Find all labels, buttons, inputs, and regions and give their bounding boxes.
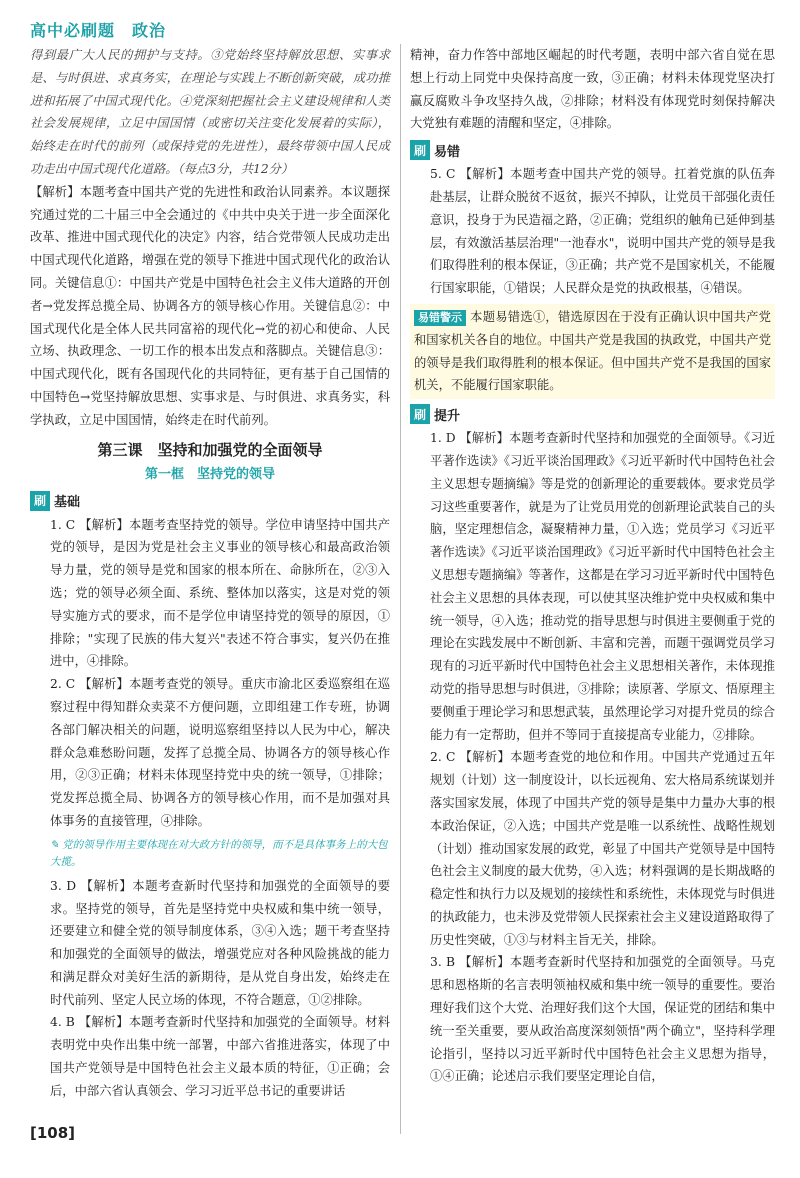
brush-icon: 刷 xyxy=(30,491,50,511)
page-number-value: 108 xyxy=(36,1124,69,1142)
question-1-text: 1. C 【解析】本题考查坚持党的领导。学位申请坚持中国共产党的领导，是因为党是社会主义事业的领导核心和最高政治领导力量，党的领导是党和国家的根本所在、命脉所在，②③入选；党的领导必须全面、系统、整体加以落实，这是对党的领导实施方式的要求，而不是学位申请坚持党的领导的原因，①排除；"实现了民族的伟大复兴"表述不符合事实，复兴仍在推进中，④排除。 xyxy=(50,517,390,669)
section-title: 第一框 坚持党的领导 xyxy=(144,466,275,482)
question-3-text: 3. D 【解析】本题考查新时代坚持和加强党的全面领导的要求。坚持党的领导，首先是坚持党中央权威和集中统一领导，还要建立和健全党的领导制度体系，③④入选；题干考查坚持和加强党的全面领导的做法，增强党应对各种风险挑战的能力和满足群众对美好生活的新期待，是从党自身出发，始终走在时代前列、坚定人民立场的体现，不符合题意，①②排除。 xyxy=(50,878,390,1007)
improve-question-3 xyxy=(410,951,775,1088)
tip-note xyxy=(50,837,390,871)
improve-question-1 xyxy=(410,427,775,746)
question-5-text: 5. C 【解析】本题考查中国共产党的领导。扛着党旗的队伍奔赴基层，让群众脱贫不返贫，振兴不掉队，让党员干部强化责任意识，投身于为民造福之路，②正确；党组织的触角已延伸到基层，有效激活基层治理"一池春水"，说明中国共产党的领导是我们取得胜利的根本保证，③正确；共产党不是国家机关，不能履行国家职能，①错误；人民群众是党的执政根基，④错误。 xyxy=(430,167,775,296)
error-label: 易错 xyxy=(434,144,461,160)
brush-icon: 刷 xyxy=(410,140,430,160)
question-3 xyxy=(30,875,390,1012)
improve-question-3-text: 3. B 【解析】本题考查新时代坚持和加强党的全面领导。马克思和恩格斯的名言表明领袖权威和集中统一领导的重要性。要治理好我们这个大党、治理好我们这个大国，保证党的团结和集中统一至关重要，要从政治高度深刻领悟"两个确立"，坚持科学理论指引，坚持以习近平新时代中国特色社会主义思想为指导，①④正确；论述启示我们要坚定理论自信， xyxy=(430,955,775,1084)
question-1 xyxy=(30,514,390,674)
basic-label: 基础 xyxy=(54,495,81,511)
question-4 xyxy=(30,1011,390,1102)
question-5 xyxy=(410,163,775,300)
question-2 xyxy=(30,673,390,833)
right-column xyxy=(410,44,775,1088)
error-warning-text: 本题易错选①，错选原因在于没有正确认识中国共产党和国家机关各自的地位。中国共产党是我国的执政党，中国共产党的领导是我们取得胜利的根本保证。但中国共产党不是我国的国家机关，不能履行国家职能。 xyxy=(414,309,771,393)
question-4-text: 4. B 【解析】本题考查新时代坚持和加强党的全面领导。材料表明党中央作出集中统一部署，中部六省推进落实，体现了中国共产党领导是中国特色社会主义最本质的特征，①正确；会后，中部六省认真领会、学习习近平总书记的重要讲话 xyxy=(50,1015,390,1098)
lesson-title: 第三课 坚持和加强党的全面领导 xyxy=(97,440,323,459)
error-warning-tag: 易错警示 xyxy=(414,310,466,326)
page-number: [108] xyxy=(30,1124,76,1142)
tip-icon: ✎ xyxy=(50,838,63,851)
answer-continuation: 得到最广大人民的拥护与支持。③党始终坚持解放思想、实事求是、与时俱进、求真务实，在理论与实践上不断创新突破，成功推进和拓展了中国式现代化。④党深刻把握社会主义建设规律和人类社会发展规律，立足中国国情（或密切关注变化发展着的实际），始终走在时代的前列（或保持党的先进性），最终带领中国人民成功走出中国式现代化道路。（每点3分，共12分） xyxy=(30,48,390,176)
page-header: 高中必刷题 政治 xyxy=(30,21,167,40)
improve-label: 提升 xyxy=(434,408,461,424)
improve-question-2 xyxy=(410,746,775,951)
improve-question-1-text: 1. D 【解析】本题考查新时代坚持和加强党的全面领导。《习近平著作选读》《习近平谈治国理政》《习近平新时代中国特色社会主义思想专题摘编》等是党的创新理论的重要载体。要求党员学习这些重要著作，就是为了让党员用党的创新理论武装自己的头脑，坚定理想信念，凝聚精神力量，①入选；党员学习《习近平著作选读》《习近平谈治国理政》《习近平新时代中国特色社会主义思想专题摘编》等著作，这都是在学习习近平新时代中国特色社会主义思想的具体表现，可以使其坚决维护党中央权威和集中统一领导，④入选；推动党的指导思想与时俱进主要侧重于党的理论在实践发展中不断创新、丰富和完善，而题干强调党员学习现有的习近平新时代中国特色社会主义思想相关著作，未体现推动党的指导思想与时俱进，③排除；读原著、学原文、悟原理主要侧重于理论学习和思想武装，虽然理论学习对提升党员的综合能力有一定帮助，但并不等同于直接提高专业能力，②排除。 xyxy=(430,431,775,742)
brush-icon: 刷 xyxy=(410,404,430,424)
tip-text: 党的领导作用主要体现在对大政方针的领导，而不是具体事务上的大包大揽。 xyxy=(50,838,388,868)
question-2-text: 2. C 【解析】本题考查党的领导。重庆市渝北区委巡察组在巡察过程中得知群众卖菜不方便问题，立即组建工作专班，协调各部门解决相关的问题，说明巡察组坚持以人民为中心，解决群众急难愁盼问题，发挥了总揽全局、协调各方的领导核心作用，②③正确；材料未体现坚持党中央的统一领导，①排除；党发挥总揽全局、协调各方的领导核心作用，而不是加强对具体事务的直接管理，④排除。 xyxy=(50,677,390,828)
error-section-header xyxy=(410,139,775,161)
basic-section-header xyxy=(30,490,390,512)
improve-question-2-text: 2. C 【解析】本题考查党的地位和作用。中国共产党通过五年规划（计划）这一制度设计，以长远视角、宏大格局系统谋划并落实国家发展，体现了中国共产党的领导是集中力量办大事的根本政治保证，②入选；中国共产党是唯一以系统性、战略性规划（计划）推动国家发展的政党，彰显了中国共产党领导是中国特色社会主义制度的最大优势，④入选；材料强调的是长期战略的稳定性和执行力以及规划的接续性和系统性，未体现党与时俱进的执政能力，也未涉及党带领人民探索社会主义建设道路取得了历史性突破，①③与材料主旨无关，排除。 xyxy=(430,750,775,947)
question-4-continuation: 精神，奋力作答中部地区崛起的时代考题，表明中部六省自觉在思想上行动上同党中央保持高度一致，③正确；材料未体现党坚决打赢反腐败斗争攻坚持久战，②排除；材料没有体现党时刻保持解决大党独有难题的清醒和坚定，④排除。 xyxy=(410,48,775,131)
error-warning-box xyxy=(410,304,775,399)
left-column xyxy=(30,44,390,1103)
analysis-paragraph: 【解析】本题考查中国共产党的先进性和政治认同素养。本议题探究通过党的二十届三中全会通过的《中共中央关于进一步全面深化改革、推进中国式现代化的决定》内容，结合党带领人民成功走出中国式现代化道路，增强在党的领导下推进中国式现代化的政治认同。关键信息①：中国共产党是中国特色社会主义伟大道路的开创者→党发挥总揽全局、协调各方的领导核心作用。关键信息②：中国式现代化是全体人民共同富裕的现代化→党的初心和使命、人民立场、执政理念、一切工作的根本出发点和落脚点。关键信息③：中国式现代化，既有各国现代化的共同特征，更有基于自己国情的中国特色→党坚持解放思想、实事求是、与时俱进、求真务实，科学执政，立足中国国情，始终走在时代前列。 xyxy=(30,184,390,427)
column-divider xyxy=(400,44,401,1134)
improve-section-header xyxy=(410,403,775,425)
